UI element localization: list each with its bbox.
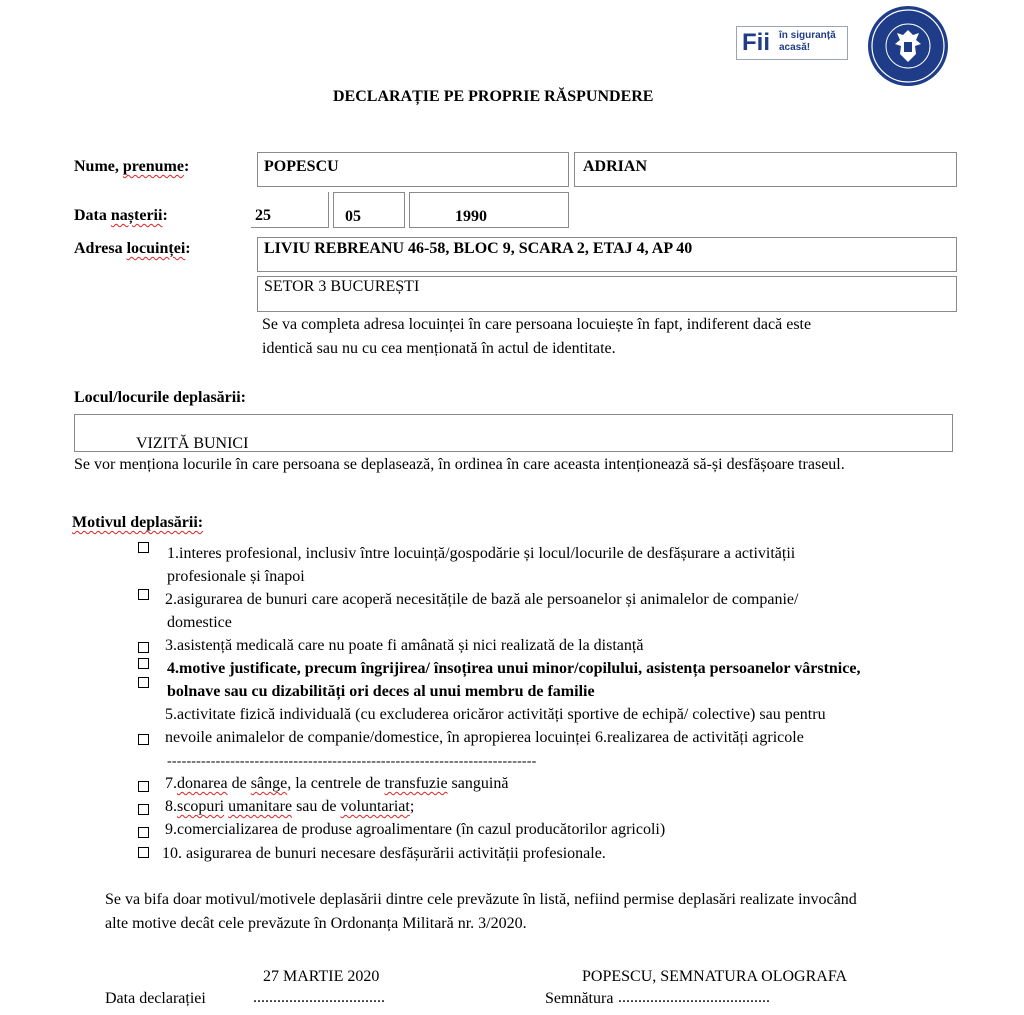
birth-month-value: 05 xyxy=(345,208,361,225)
travel-locations-value: VIZITĂ BUNICI xyxy=(136,435,249,452)
address-note-line1: Se va completa adresa locuinței în care persoana locuiește în fapt, indiferent dacă este xyxy=(262,316,812,333)
signature-value: POPESCU, SEMNATURA OLOGRAFA xyxy=(582,968,848,985)
signature-dots: ...................................... xyxy=(618,989,770,1006)
reason-8-checkbox[interactable] xyxy=(138,804,149,815)
birth-year-field[interactable] xyxy=(409,192,569,228)
name-label: Nume, prenume: xyxy=(74,158,190,175)
fii-logo-line1: în siguranță xyxy=(779,30,836,41)
reason-2-checkbox[interactable] xyxy=(138,589,149,600)
reason-9-checkbox[interactable] xyxy=(138,827,149,838)
document-title: DECLARAȚIE PE PROPRIE RĂSPUNDERE xyxy=(333,88,654,105)
reason-5-text-line1: 5.activitate fizică individuală (cu excluderea oricăror activități sportive de echipă/ colective) sau pentru xyxy=(165,706,826,723)
reason-10-checkbox[interactable] xyxy=(138,847,149,858)
last-name-field[interactable] xyxy=(257,152,569,187)
fii-logo-line2: acasă! xyxy=(779,42,811,53)
signature-label: Semnătura xyxy=(545,990,614,1007)
birth-day-value: 25 xyxy=(255,207,271,224)
travel-locations-field[interactable] xyxy=(74,414,953,452)
reason-5-checkbox[interactable] xyxy=(138,734,149,745)
travel-locations-note: Se vor menționa locurile în care persoana se deplasează, în ordinea în care aceasta intenționează să-și desfășoare traseul. xyxy=(74,456,845,473)
first-name-field[interactable] xyxy=(574,152,957,187)
birth-date-label: Data nașterii: xyxy=(74,207,168,224)
reason-5-text-line2: nevoile animalelor de companie/domestice, în apropierea locuinței 6.realizarea de activități agricole xyxy=(165,729,804,746)
fii-in-siguranta-logo xyxy=(736,26,848,60)
reason-7-checkbox[interactable] xyxy=(138,781,149,792)
address-line2-value: SETOR 3 BUCUREȘTI xyxy=(264,278,420,295)
reason-10-text: 10. asigurarea de bunuri necesare desfășurării activității profesionale. xyxy=(162,845,606,862)
first-name-value: ADRIAN xyxy=(583,158,647,175)
last-name-value: POPESCU xyxy=(264,158,339,175)
reason-4-checkbox-a[interactable] xyxy=(138,658,149,669)
birth-day-field[interactable] xyxy=(251,192,329,228)
reason-4-checkbox-b[interactable] xyxy=(138,677,149,688)
declaration-date-label: Data declarației xyxy=(105,990,206,1007)
reason-2-text-line2: domestice xyxy=(167,614,232,631)
declaration-date-value: 27 MARTIE 2020 xyxy=(263,968,380,985)
reason-1-text-line2: profesionale și înapoi xyxy=(167,568,305,585)
reason-2-text-line1: 2.asigurarea de bunuri care acoperă necesitățile de bază ale persoanelor și animalelor de companie/ xyxy=(165,591,799,608)
birth-year-value: 1990 xyxy=(455,208,487,225)
reason-4-text-line2: bolnave sau cu dizabilități ori deces al unui membru de familie xyxy=(167,683,595,700)
address-note-line2: identică sau nu cu cea menționată în actul de identitate. xyxy=(262,340,616,357)
reason-1-text-line1: 1.interes profesional, inclusiv între locuință/gospodărie și locul/locurile de desfășurare a activității xyxy=(167,545,796,562)
fii-logo-text: Fii xyxy=(742,29,770,56)
address-line1-value: LIVIU REBREANU 46-58, BLOC 9, SCARA 2, ETAJ 4, AP 40 xyxy=(264,240,693,257)
footer-note-line1: Se va bifa doar motivul/motivele deplasării dintre cele prevăzute în listă, nefiind permise deplasări realizate invocând xyxy=(105,891,857,908)
travel-locations-label: Locul/locurile deplasării: xyxy=(74,389,246,406)
reason-4-text-line1: 4.motive justificate, precum îngrijirea/ însoțirea unui minor/copilului, asistența persoanelor vârstnice, xyxy=(167,660,861,677)
government-seal-logo xyxy=(866,4,950,88)
birth-month-field[interactable] xyxy=(333,192,405,228)
reason-8-text: 8.scopuri umanitare sau de voluntariat; xyxy=(165,798,415,815)
reason-7-text: 7.donarea de sânge, la centrele de transfuzie sanguină xyxy=(165,775,509,792)
reason-3-checkbox[interactable] xyxy=(138,642,149,653)
reason-1-checkbox[interactable] xyxy=(138,542,149,553)
address-label: Adresa locuinței: xyxy=(74,240,191,257)
declaration-date-dots: ................................. xyxy=(253,989,385,1006)
reason-3-text: 3.asistență medicală care nu poate fi amânată și nici realizată de la distanță xyxy=(165,637,644,654)
reason-9-text: 9.comercializarea de produse agroalimentare (în cazul producătorilor agricoli) xyxy=(165,821,666,838)
reason-separator: ---------------------------------------------------------------------------- xyxy=(167,754,537,769)
footer-note-line2: alte motive decât cele prevăzute în Ordonanța Militară nr. 3/2020. xyxy=(105,915,527,932)
address-line1-field[interactable] xyxy=(257,237,957,272)
reason-label: Motivul deplasării: xyxy=(72,514,204,531)
address-line2-field[interactable] xyxy=(257,276,957,312)
